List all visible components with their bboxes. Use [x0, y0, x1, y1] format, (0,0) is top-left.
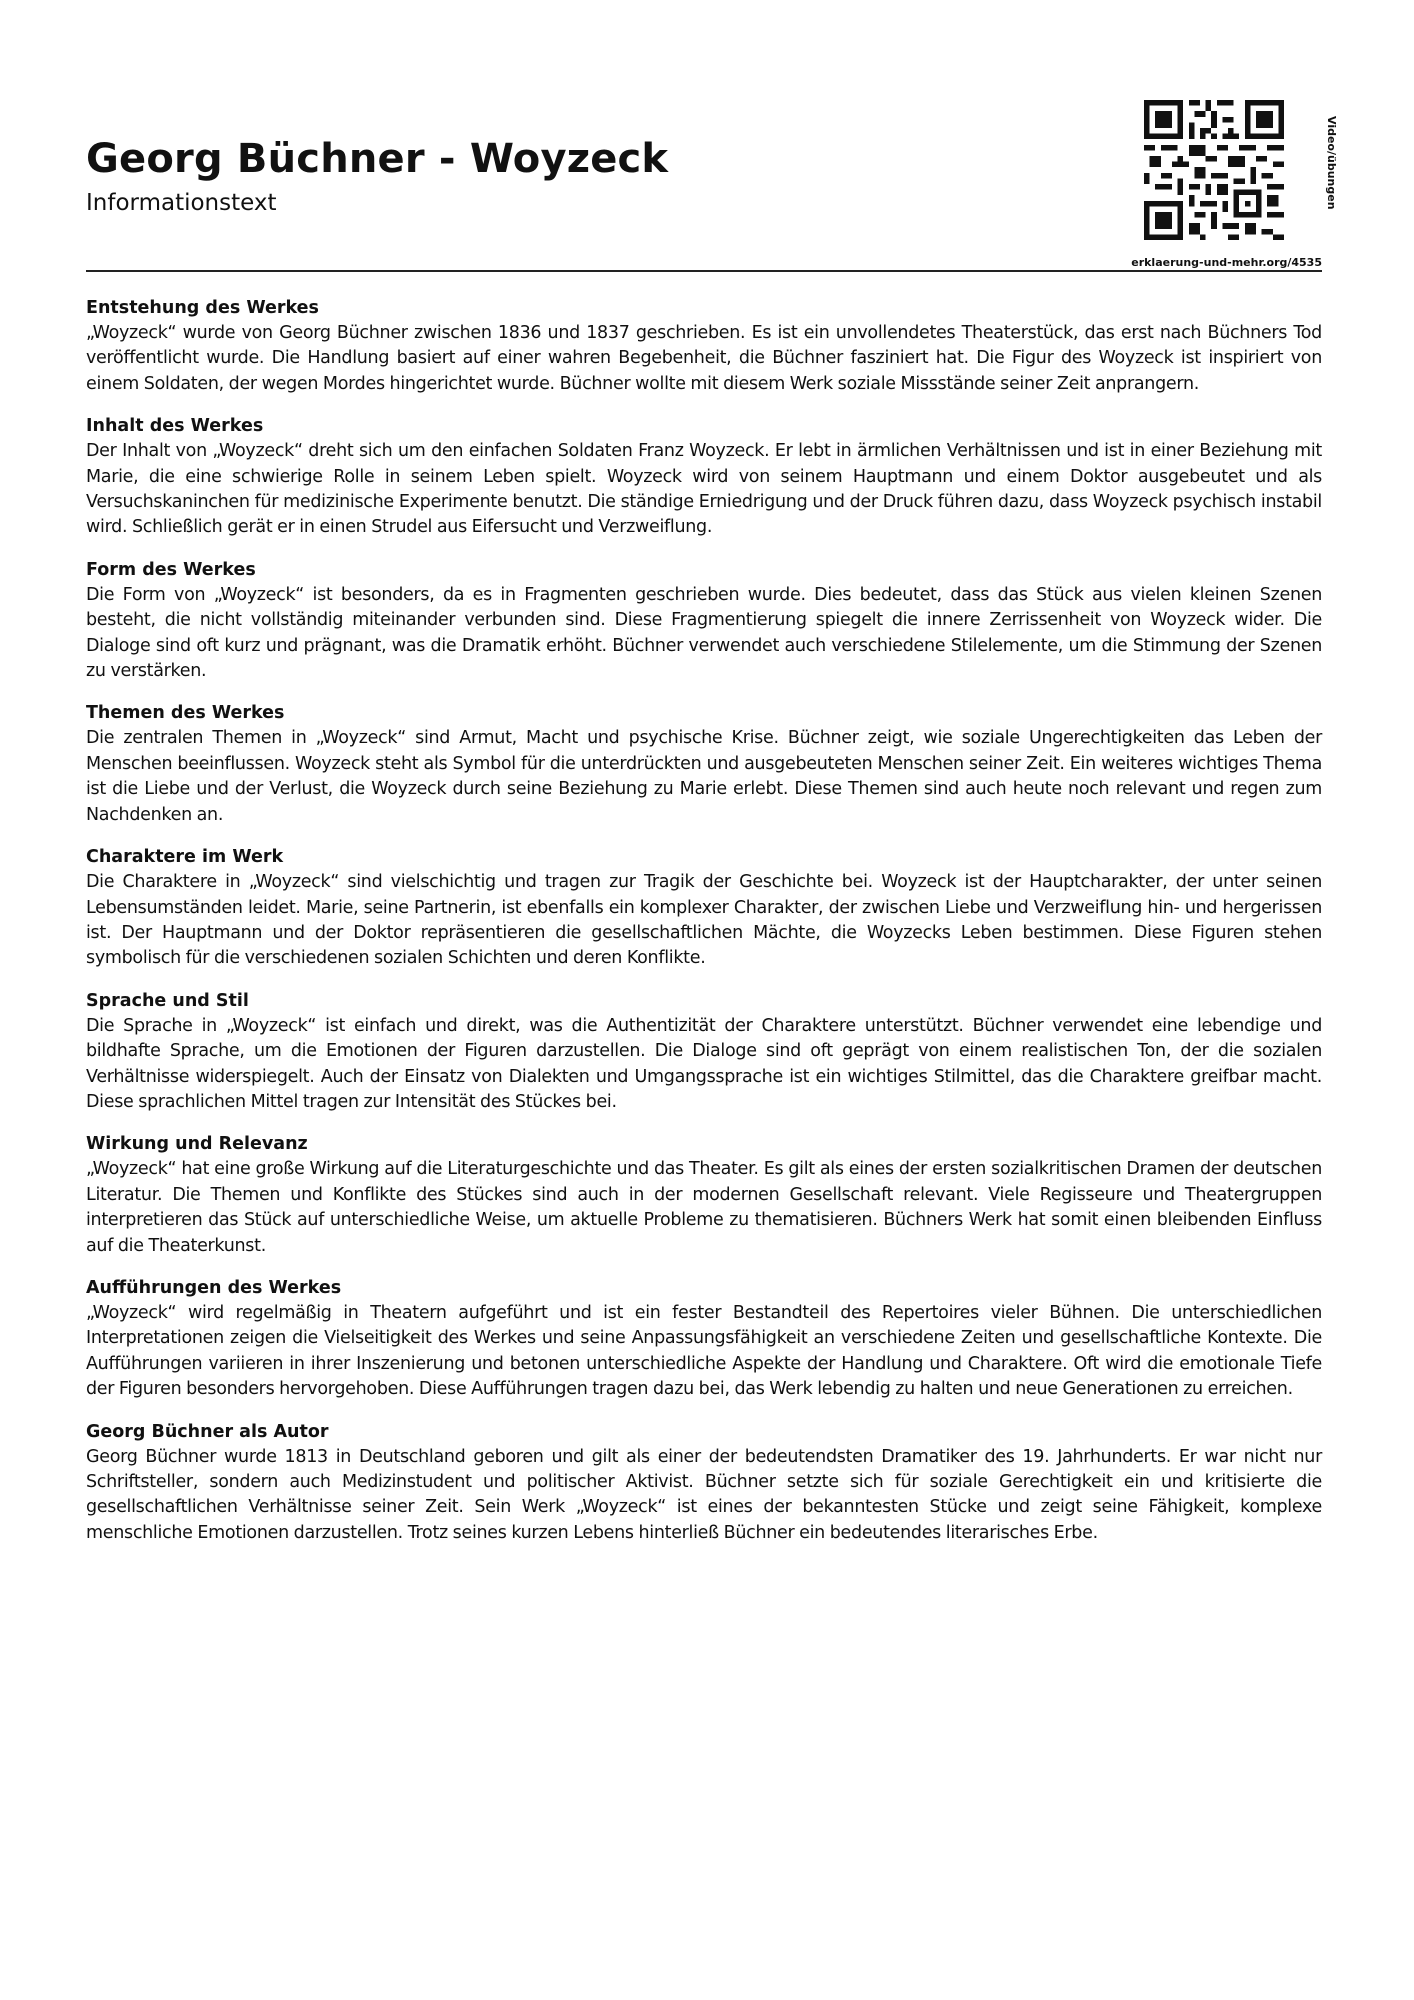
section-heading: Form des Werkes	[86, 559, 256, 580]
qr-url-link[interactable]: erklaerung-und-mehr.org/4535	[1131, 256, 1322, 269]
section-entstehung	[86, 296, 1322, 397]
section-paragraph: „Woyzeck“ wird regelmäßig in Theatern aufgeführt und ist ein fester Bestandteil des Repertoires vieler Bühnen. Die unterschiedlichen Interpretationen zeigen die Vielseitigkeit des Werkes und seine Anpassungsfähigkeit an verschiedene Zeiten und gesellschaftliche Kontexte. Die Aufführungen variieren in ihrer Inszenierung und betonen unterschiedliche Aspekte der Handlung und Charaktere. Oft wird die emotionale Tiefe der Figuren besonders hervorgehoben. Diese Aufführungen tragen dazu bei, das Werk lebendig zu halten und neue Generationen zu erreichen.	[86, 1302, 1322, 1400]
section-auffuehrungen	[86, 1276, 1322, 1403]
section-heading: Charaktere im Werk	[86, 847, 284, 868]
section-heading: Georg Büchner als Autor	[86, 1421, 329, 1442]
section-heading: Themen des Werkes	[86, 703, 285, 724]
section-paragraph: Die Charaktere in „Woyzeck“ sind vielschichtig und tragen zur Tragik der Geschichte bei. Woyzeck ist der Hauptcharakter, der unter seinen Lebensumständen leidet. Marie, seine Partnerin, ist ebenfalls ein komplexer Charakter, der zwischen Liebe und Verzweiflung hin- und hergerissen ist. Der Hauptmann und der Doktor repräsentieren die gesellschaftlichen Mächte, die Woyzecks Leben bestimmen. Diese Figuren stehen symbolisch für die verschiedenen sozialen Schichten und deren Konflikte.	[86, 872, 1322, 969]
section-inhalt	[86, 414, 1322, 541]
section-heading: Sprache und Stil	[86, 990, 249, 1011]
section-heading: Wirkung und Relevanz	[86, 1134, 308, 1155]
section-paragraph: „Woyzeck“ wurde von Georg Büchner zwischen 1836 und 1837 geschrieben. Es ist ein unvollendetes Theaterstück, das erst nach Büchners Tod veröffentlicht wurde. Die Handlung basiert auf einer wahren Begebenheit, die Büchner fasziniert hat. Die Figur des Woyzeck ist inspiriert von einem Soldaten, der wegen Mordes hingerichtet wurde. Büchner wollte mit diesem Werk soziale Missstände seiner Zeit anprangern.	[86, 323, 1322, 394]
section-form	[86, 558, 1322, 685]
section-heading: Entstehung des Werkes	[86, 298, 319, 318]
section-paragraph: Die Sprache in „Woyzeck“ ist einfach und direkt, was die Authentizität der Charaktere unterstützt. Büchner verwendet eine lebendige und bildhafte Sprache, um die Emotionen der Figuren darzustellen. Die Dialoge sind oft geprägt von einem realistischen Ton, der die sozialen Verhältnisse widerspiegelt. Auch der Einsatz von Dialekten und Umgangssprache ist ein wichtiges Stilmittel, das die Charaktere greifbar macht. Diese sprachlichen Mittel tragen zur Intensität des Stückes bei.	[86, 1015, 1322, 1112]
section-autor	[86, 1420, 1322, 1547]
page-subtitle: Informationstext	[86, 190, 277, 216]
page-header	[86, 96, 1338, 272]
info-text-body	[86, 296, 1322, 1563]
page-title: Georg Büchner - Woyzeck	[86, 136, 669, 182]
section-paragraph: Die zentralen Themen in „Woyzeck“ sind Armut, Macht und psychische Krise. Büchner zeigt, wie soziale Ungerechtigkeiten das Leben der Menschen beeinflussen. Woyzeck steht als Symbol für die unterdrückten und ausgebeuteten Menschen seiner Zeit. Ein weiteres wichtiges Thema ist die Liebe und der Verlust, die Woyzeck durch seine Beziehung zu Marie erlebt. Diese Themen sind auch heute noch relevant und regen zum Nachdenken an.	[86, 728, 1322, 825]
section-paragraph: Der Inhalt von „Woyzeck“ dreht sich um den einfachen Soldaten Franz Woyzeck. Er lebt in ärmlichen Verhältnissen und ist in einer Beziehung mit Marie, die eine schwierige Rolle in seinem Leben spielt. Woyzeck wird von seinem Hauptmann und einem Doktor ausgebeutet und als Versuchskaninchen für medizinische Experimente benutzt. Die ständige Erniedrigung und der Druck führen dazu, dass Woyzeck psychisch instabil wird. Schließlich gerät er in einen Strudel aus Eifersucht und Verzweiflung.	[86, 441, 1322, 538]
section-wirkung	[86, 1132, 1322, 1259]
section-paragraph: Die Form von „Woyzeck“ ist besonders, da es in Fragmenten geschrieben wurde. Dies bedeutet, dass das Stück aus vielen kleinen Szenen besteht, die nicht vollständig miteinander verbunden sind. Diese Fragmentierung spiegelt die innere Zerrissenheit von Woyzeck wider. Die Dialoge sind oft kurz und prägnant, was die Dramatik erhöht. Büchner verwendet auch verschiedene Stilelemente, um die Stimmung der Szenen zu verstärken.	[86, 584, 1322, 682]
section-paragraph: Georg Büchner wurde 1813 in Deutschland geboren und gilt als einer der bedeutendsten Dramatiker des 19. Jahrhunderts. Er war nicht nur Schriftsteller, sondern auch Medizinstudent und politischer Aktivist. Büchner setzte sich für soziale Gerechtigkeit ein und kritisierte die gesellschaftlichen Verhältnisse seiner Zeit. Sein Werk „Woyzeck“ ist eines der bekanntesten Stücke und zeigt seine Fähigkeit, komplexe menschliche Emotionen darzustellen. Trotz seines kurzen Lebens hinterließ Büchner ein bedeutendes literarisches Erbe.	[86, 1446, 1322, 1543]
section-sprache	[86, 989, 1322, 1116]
header-divider	[86, 270, 1322, 272]
qr-code-icon[interactable]	[1144, 100, 1284, 240]
video-exercises-label: Video/übungen	[1325, 116, 1338, 210]
section-heading: Aufführungen des Werkes	[86, 1277, 342, 1298]
section-themen	[86, 701, 1322, 828]
qr-code-graphic	[1144, 100, 1284, 240]
section-charaktere	[86, 845, 1322, 972]
section-heading: Inhalt des Werkes	[86, 416, 264, 437]
section-paragraph: „Woyzeck“ hat eine große Wirkung auf die Literaturgeschichte und das Theater. Es gilt als eines der ersten sozialkritischen Dramen der deutschen Literatur. Die Themen und Konflikte des Stückes sind auch in der modernen Gesellschaft relevant. Viele Regisseure und Theatergruppen interpretieren das Stück auf unterschiedliche Weise, um aktuelle Probleme zu thematisieren. Büchners Werk hat somit einen bleibenden Einfluss auf die Theaterkunst.	[86, 1159, 1322, 1256]
